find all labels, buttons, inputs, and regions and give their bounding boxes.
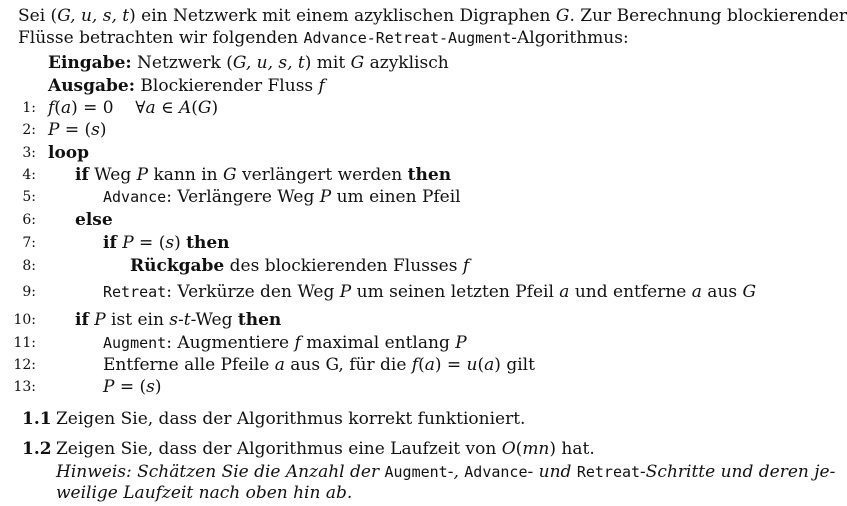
algo-line-3: loop — [48, 143, 90, 163]
task-number: 1.2 — [22, 439, 52, 459]
algo-line-4: if Weg P kann in G verlängert werden then — [75, 165, 452, 185]
algo-line-8: Rückgabe des blockierenden Flusses f — [130, 256, 470, 276]
task-number: 1.1 — [22, 409, 52, 429]
algo-output: Ausgabe: Blockierender Fluss f — [48, 76, 325, 96]
line-number: 10: — [13, 312, 36, 328]
line-number: 7: — [22, 235, 36, 251]
line-number: 9: — [22, 284, 36, 300]
algo-line-9: Retreat: Verkürze den Weg P um seinen letzten Pfeil a und entferne a aus G — [103, 282, 757, 302]
line-number: 5: — [22, 189, 36, 205]
line-number: 1: — [22, 100, 36, 116]
intro-line-2: Flüsse betrachten wir folgenden Advance-Retreat-Augment-Algorithmus: — [18, 28, 629, 48]
task-hint: Hinweis: Schätzen Sie die Anzahl der Augment-, Advance- und Retreat-Schritte und deren je- — [56, 462, 836, 482]
task-text: Zeigen Sie, dass der Algorithmus korrekt funktioniert. — [56, 409, 526, 429]
task-text: Zeigen Sie, dass der Algorithmus eine Laufzeit von O(mn) hat. — [56, 439, 595, 459]
algo-line-7: if P = (s) then — [103, 233, 230, 253]
algo-line-1: f(a) = 0 ∀a ∈ A(G) — [48, 98, 219, 118]
algo-input: Eingabe: Netzwerk (G, u, s, t) mit G azyklisch — [48, 53, 449, 73]
line-number: 11: — [13, 335, 36, 351]
algo-line-12: Entferne alle Pfeile a aus G, für die f(a) = u(a) gilt — [103, 355, 535, 375]
line-number: 3: — [22, 145, 36, 161]
line-number: 8: — [22, 258, 36, 274]
algo-line-10: if P ist ein s-t-Weg then — [75, 310, 282, 330]
algo-line-11: Augment: Augmentiere f maximal entlang P — [103, 333, 467, 353]
algo-line-6: else — [75, 210, 113, 230]
intro-line-1: Sei (G, u, s, t) ein Netzwerk mit einem azyklischen Digraphen G. Zur Berechnung blockierender — [18, 6, 847, 26]
algo-line-5: Advance: Verlängere Weg P um einen Pfeil — [103, 187, 461, 207]
algo-line-2: P = (s) — [48, 120, 107, 140]
line-number: 13: — [13, 379, 36, 395]
algo-line-13: P = (s) — [103, 377, 162, 397]
line-number: 4: — [22, 167, 36, 183]
line-number: 2: — [22, 122, 36, 138]
line-number: 12: — [13, 357, 36, 373]
task-hint-line-2: weilige Laufzeit nach oben hin ab. — [56, 483, 353, 503]
line-number: 6: — [22, 212, 36, 228]
